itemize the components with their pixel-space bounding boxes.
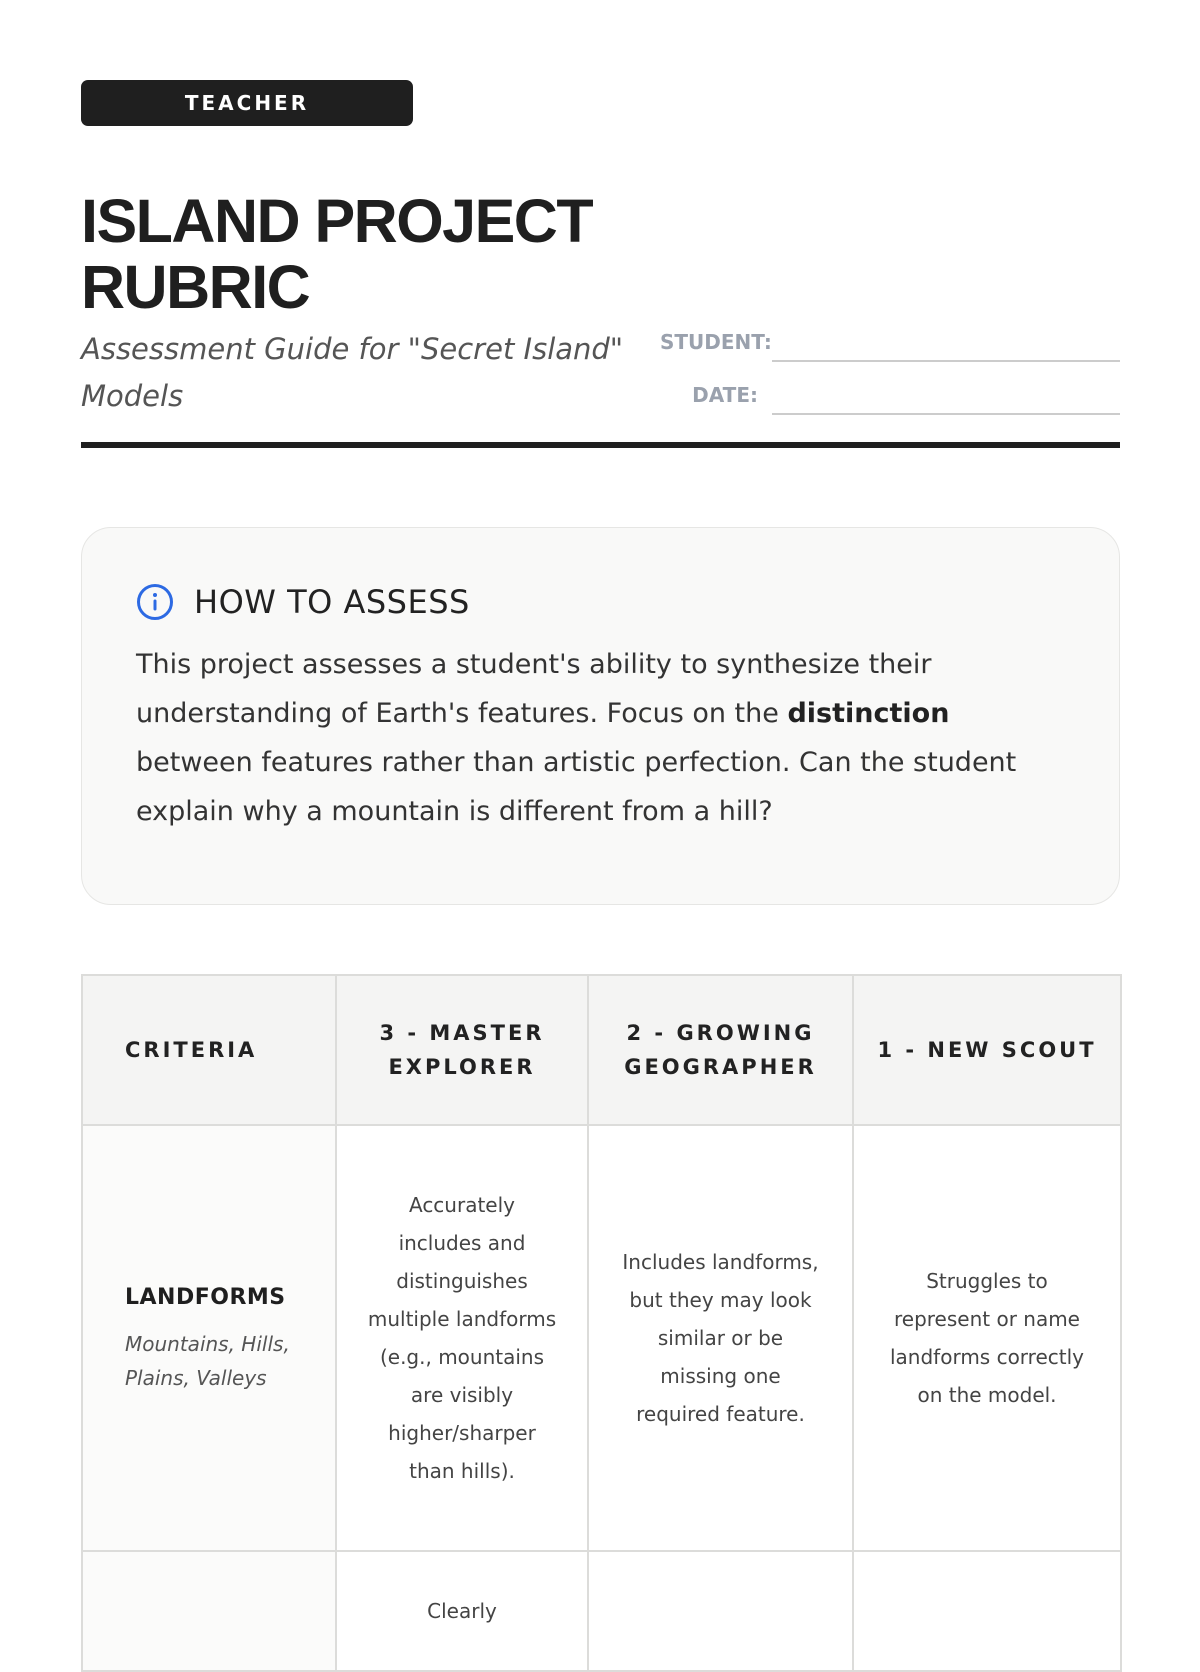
page-subtitle: Assessment Guide for "Secret Island" Models [81,332,624,413]
header-level-1: 1 - NEW SCOUT [853,975,1121,1125]
criteria-name: LANDFORMS [125,1285,286,1310]
assess-text-bold: distinction [787,698,950,729]
header-level-3: 3 - MASTER EXPLORER [336,975,588,1125]
teacher-resource-badge: TEACHER RESOURCE [81,80,413,126]
criteria-examples: Mountains, Hills, Plains, Valleys [125,1332,290,1390]
how-to-assess-header [136,582,1065,622]
level-3-cell: Accurately includes and distinguishes multiple landforms (e.g., mountains are visibly higher/sharper than hills). [336,1125,588,1551]
student-input-line[interactable] [772,323,1120,362]
table-row [82,1125,1121,1551]
assess-text-after: between features rather than artistic perfection. Can the student explain why a mountain is different from a hill? [136,747,1017,827]
criteria-cell [82,1125,336,1551]
info-icon [136,583,174,621]
how-to-assess-title: HOW TO ASSESS [194,583,470,621]
level-2-cell [588,1551,853,1671]
header-level-2: 2 - GROWING GEOGRAPHER [588,975,853,1125]
student-field [660,324,1120,362]
rubric-header-row [82,975,1121,1125]
level-1-cell: Struggles to represent or name landforms correctly on the model. [853,1125,1121,1551]
date-label: DATE: [692,383,758,407]
page-title: ISLAND PROJECT RUBRIC [81,187,593,321]
header-divider [81,442,1120,448]
criteria-cell [82,1551,336,1671]
level-3-cell: Clearly [336,1551,588,1671]
table-row [82,1551,1121,1671]
student-label: STUDENT: [660,330,772,354]
student-info-fields [660,324,1120,430]
level-2-cell: Includes landforms, but they may look similar or be missing one required feature. [588,1125,853,1551]
how-to-assess-text [136,640,1065,836]
rubric-page [81,80,1120,1672]
assess-text-before: This project assesses a student's ability to synthesize their understanding of Earth's features. Focus on the [136,649,932,729]
rubric-table [81,974,1122,1672]
header-row [81,320,1120,438]
how-to-assess-box [81,527,1120,905]
level-1-cell [853,1551,1121,1671]
header-criteria: CRITERIA [82,975,336,1125]
date-field [660,377,1120,415]
date-input-line[interactable] [772,376,1120,415]
